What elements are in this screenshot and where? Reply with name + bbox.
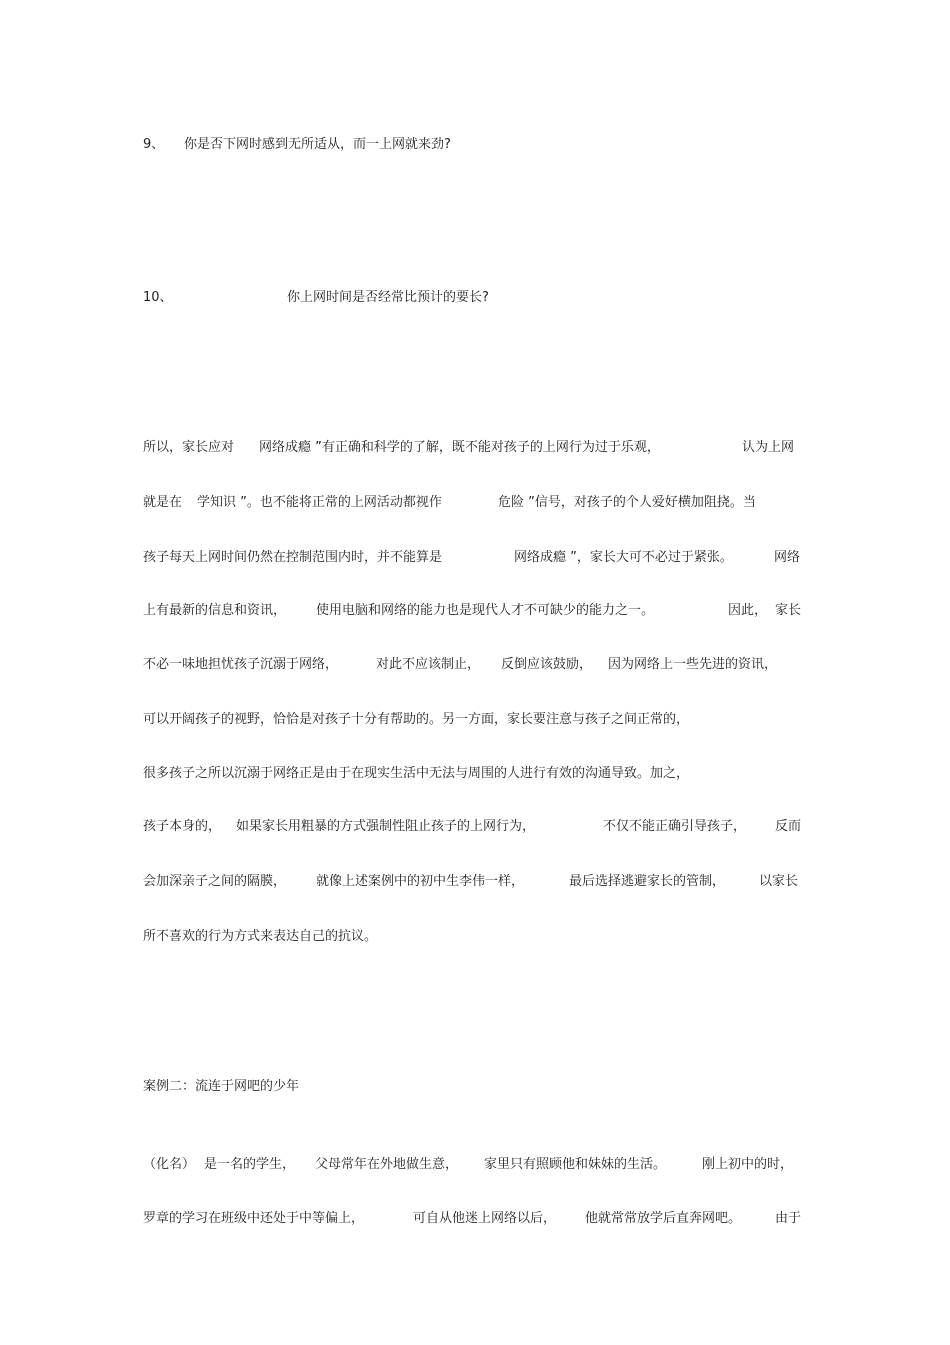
paragraph-line: [0, 925, 950, 949]
text-segment: 所以，家长应对: [143, 440, 235, 455]
text-segment: 最后选择逃避家长的管制，: [569, 874, 726, 889]
text-segment: 家里只有照顾他和妹妹的生活。: [484, 1157, 667, 1172]
text-segment: 不仅不能正确引导孩子，: [603, 819, 747, 834]
paragraph-line: [0, 762, 950, 786]
paragraph-line: [0, 653, 950, 677]
paragraph-line: [0, 436, 950, 460]
text-segment: 反倒应该鼓励，: [501, 657, 593, 672]
question-number: 9、: [143, 137, 165, 152]
text-segment: 以家长: [759, 874, 799, 889]
paragraph-line: [0, 599, 950, 623]
text-segment: 可以开阔孩子的视野，恰恰是对孩子十分有帮助的。另一方面，家长要注意与孩子之间正常的，: [143, 712, 690, 727]
text-segment: 父母常年在外地做生意，: [315, 1157, 459, 1172]
text-segment: 对此不应该制止，: [376, 657, 481, 672]
text-segment: 使用电脑和网络的能力也是现代人才不可缺少的能力之一。: [316, 603, 655, 618]
text-segment: 刚上初中的时，: [702, 1157, 794, 1172]
section-title: 案例二：流连于网吧的少年: [143, 1079, 300, 1094]
paragraph-line: [0, 1207, 950, 1231]
text-segment: 网络成瘾 ”有正确和科学的了解，既不能对孩子的上网行为过于乐观，: [259, 440, 660, 455]
question-text: 你上网时间是否经常比预计的要长?: [287, 290, 489, 305]
question-number: 10、: [143, 290, 173, 305]
text-segment: 就是在: [143, 495, 183, 510]
text-segment: 学知识 ”。也不能将正常的上网活动都视作: [197, 495, 442, 510]
paragraph-line: [0, 870, 950, 894]
text-segment: 因此，: [728, 603, 768, 618]
text-segment: 网络成瘾 ”，家长大可不必过于紧张。: [514, 550, 733, 565]
text-segment: 认为上网: [742, 440, 795, 455]
text-segment: 如果家长用粗暴的方式强制性阻止孩子的上网行为，: [236, 819, 536, 834]
text-segment: 他就常常放学后直奔网吧。: [585, 1211, 742, 1226]
case-heading: [0, 1075, 950, 1099]
text-segment: 孩子每天上网时间仍然在控制范围内时，并不能算是: [143, 550, 443, 565]
text-segment: 孩子本身的，: [143, 819, 222, 834]
text-segment: 很多孩子之所以沉溺于网络正是由于在现实生活中无法与周围的人进行有效的沟通导致。加之，: [143, 766, 690, 781]
text-segment: 因为网络上一些先进的资讯，: [608, 657, 778, 672]
paragraph-line: [0, 815, 950, 839]
paragraph-line: [0, 546, 950, 570]
text-segment: 由于: [775, 1211, 802, 1226]
paragraph-line: [0, 708, 950, 732]
text-segment: （化名）: [143, 1157, 196, 1172]
paragraph-line: [0, 1153, 950, 1177]
text-segment: 罗章的学习在班级中还处于中等偏上，: [143, 1211, 365, 1226]
question-10: [0, 286, 950, 310]
text-segment: 不必一味地担忧孩子沉溺于网络，: [143, 657, 339, 672]
text-segment: 可自从他迷上网络以后，: [413, 1211, 557, 1226]
question-text: 你是否下网时感到无所适从，而一上网就来劲?: [184, 137, 451, 152]
text-segment: 是一名的学生，: [204, 1157, 296, 1172]
text-segment: 网络: [774, 550, 801, 565]
text-segment: 危险 ”信号，对孩子的个人爱好横加阻挠。当: [498, 495, 756, 510]
text-segment: 会加深亲子之间的隔膜，: [143, 874, 287, 889]
text-segment: 上有最新的信息和资讯，: [143, 603, 287, 618]
paragraph-line: [0, 491, 950, 515]
question-9: [0, 133, 950, 157]
text-segment: 所不喜欢的行为方式来表达自己的抗议。: [143, 929, 378, 944]
text-segment: 家长: [775, 603, 802, 618]
text-segment: 反而: [775, 819, 802, 834]
text-segment: 就像上述案例中的初中生李伟一样，: [316, 874, 525, 889]
